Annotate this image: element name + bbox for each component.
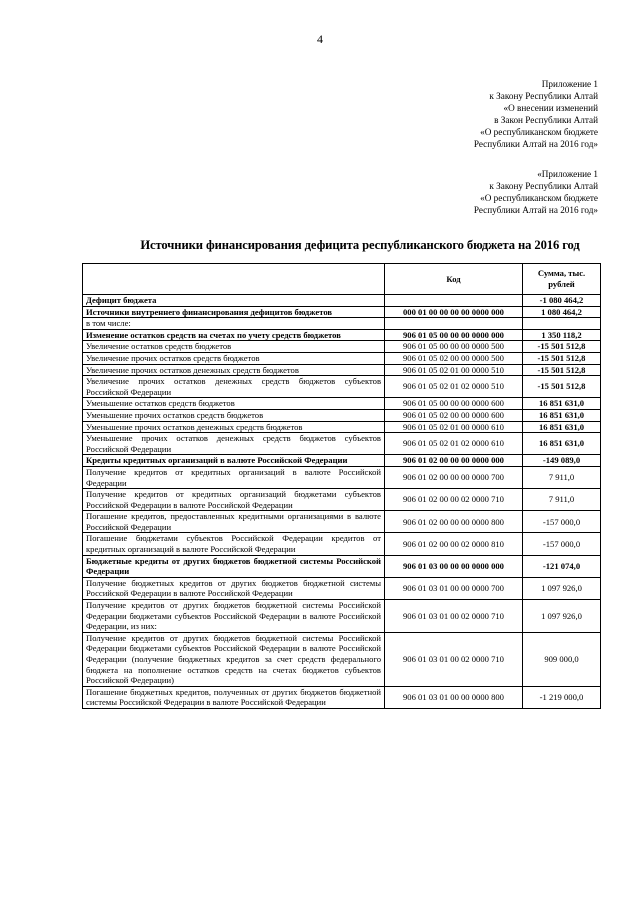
row-code-cell: 906 01 02 00 00 02 0000 710: [385, 489, 523, 511]
row-amount-cell: 1 350 118,2: [523, 329, 601, 341]
row-code-cell: 906 01 02 00 00 00 0000 700: [385, 466, 523, 488]
appendix-line: в Закон Республики Алтай: [494, 115, 598, 125]
row-code-cell: 906 01 02 00 00 02 0000 810: [385, 533, 523, 555]
row-name-cell: Уменьшение прочих остатков денежных средств бюджетов субъектов Российской Федерации: [83, 433, 385, 455]
table-row: [83, 306, 601, 318]
appendix-line: «О внесении изменений: [503, 103, 598, 113]
appendix-reference-original: [474, 168, 598, 216]
row-name-cell: Увеличение прочих остатков денежных средств бюджетов субъектов Российской Федерации: [83, 376, 385, 398]
table-body: [83, 295, 601, 709]
row-amount-cell: 7 911,0: [523, 489, 601, 511]
row-code-cell: 906 01 05 02 01 00 0000 610: [385, 421, 523, 433]
row-amount-cell: 16 851 631,0: [523, 409, 601, 421]
row-code-cell: 906 01 02 00 00 00 0000 000: [385, 455, 523, 467]
row-code-cell: 906 01 05 00 00 00 0000 600: [385, 398, 523, 410]
row-name-cell: Уменьшение остатков средств бюджетов: [83, 398, 385, 410]
table-row: [83, 686, 601, 708]
table-row: [83, 433, 601, 455]
appendix-line: «О республиканском бюджете: [480, 193, 598, 203]
appendix-line: «О республиканском бюджете: [480, 127, 598, 137]
table-row: [83, 409, 601, 421]
row-name-cell: Бюджетные кредиты от других бюджетов бюджетной системы Российской Федерации: [83, 555, 385, 577]
row-code-cell: 906 01 05 00 00 00 0000 000: [385, 329, 523, 341]
row-name-cell: Увеличение прочих остатков средств бюджетов: [83, 352, 385, 364]
table-row: [83, 455, 601, 467]
row-code-cell: 906 01 03 01 00 00 0000 700: [385, 577, 523, 599]
row-code-cell: 906 01 05 00 00 00 0000 500: [385, 341, 523, 353]
row-name-cell: Получение кредитов от других бюджетов бюджетной системы Российской Федерации бюджетами субъектов Российской Федерации в валюте Российской Федерации (получение бюджетных кредитов за счет средств федерального бюджета на пополнение остатков средств на счетах бюджетов субъектов Российской Федерации): [83, 632, 385, 686]
financing-sources-table: [82, 263, 601, 709]
table-row: [83, 555, 601, 577]
row-code-cell: [385, 318, 523, 330]
row-name-cell: Кредиты кредитных организаций в валюте Российской Федерации: [83, 455, 385, 467]
row-amount-cell: -15 501 512,8: [523, 364, 601, 376]
table-row: [83, 533, 601, 555]
header-name: [83, 264, 385, 295]
appendix-line: «Приложение 1: [537, 169, 598, 179]
table-row: [83, 466, 601, 488]
row-code-cell: 906 01 05 02 01 00 0000 510: [385, 364, 523, 376]
document-title: Источники финансирования дефицита республиканского бюджета на 2016 год: [140, 238, 580, 252]
table-header-row: [83, 264, 601, 295]
table-row: [83, 577, 601, 599]
row-code-cell: 906 01 05 02 00 00 0000 500: [385, 352, 523, 364]
row-name-cell: Получение бюджетных кредитов от других бюджетов бюджетной системы Российской Федерации в валюте Российской Федерации: [83, 577, 385, 599]
row-name-cell: Изменение остатков средств на счетах по учету средств бюджетов: [83, 329, 385, 341]
row-code-cell: 906 01 03 00 00 00 0000 000: [385, 555, 523, 577]
header-code: Код: [385, 264, 523, 295]
row-name-cell: Источники внутреннего финансирования дефицитов бюджетов: [83, 306, 385, 318]
row-name-cell: Дефицит бюджета: [83, 295, 385, 307]
table-row: [83, 511, 601, 533]
row-amount-cell: [523, 318, 601, 330]
row-amount-cell: -157 000,0: [523, 511, 601, 533]
row-amount-cell: -157 000,0: [523, 533, 601, 555]
row-code-cell: [385, 295, 523, 307]
row-amount-cell: 16 851 631,0: [523, 398, 601, 410]
table-row: [83, 632, 601, 686]
row-amount-cell: -15 501 512,8: [523, 341, 601, 353]
row-amount-cell: 1 097 926,0: [523, 577, 601, 599]
appendix-line: Республики Алтай на 2016 год»: [473, 139, 598, 149]
row-code-cell: 906 01 03 01 00 00 0000 800: [385, 686, 523, 708]
appendix-line: Республики Алтай на 2016 год»: [473, 205, 598, 215]
row-amount-cell: -15 501 512,8: [523, 352, 601, 364]
row-name-cell: Уменьшение прочих остатков средств бюджетов: [83, 409, 385, 421]
table-row: [83, 329, 601, 341]
row-amount-cell: 7 911,0: [523, 466, 601, 488]
row-code-cell: 906 01 03 01 00 02 0000 710: [385, 600, 523, 633]
table-row: [83, 421, 601, 433]
table-row: [83, 398, 601, 410]
appendix-line: к Закону Республики Алтай: [489, 181, 598, 191]
row-amount-cell: -149 089,0: [523, 455, 601, 467]
table-row: [83, 318, 601, 330]
row-amount-cell: 1 080 464,2: [523, 306, 601, 318]
row-amount-cell: 16 851 631,0: [523, 433, 601, 455]
row-name-cell: Погашение бюджетами субъектов Российской Федерации кредитов от кредитных организаций в валюте Российской Федерации: [83, 533, 385, 555]
row-amount-cell: 1 097 926,0: [523, 600, 601, 633]
row-name-cell: Получение кредитов от других бюджетов бюджетной системы Российской Федерации бюджетами субъектов Российской Федерации в валюте Российской Федерации, из них:: [83, 600, 385, 633]
table-row: [83, 376, 601, 398]
row-name-cell: Увеличение остатков средств бюджетов: [83, 341, 385, 353]
appendix-line: Приложение 1: [541, 79, 598, 89]
table-row: [83, 489, 601, 511]
row-amount-cell: 16 851 631,0: [523, 421, 601, 433]
row-amount-cell: 909 000,0: [523, 632, 601, 686]
table-row: [83, 364, 601, 376]
row-name-cell: Увеличение прочих остатков денежных средств бюджетов: [83, 364, 385, 376]
table-row: [83, 295, 601, 307]
appendix-line: к Закону Республики Алтай: [489, 91, 598, 101]
row-code-cell: 906 01 02 00 00 00 0000 800: [385, 511, 523, 533]
row-code-cell: 906 01 05 02 01 02 0000 510: [385, 376, 523, 398]
page-number: 4: [317, 32, 323, 46]
table-row: [83, 341, 601, 353]
row-amount-cell: -121 074,0: [523, 555, 601, 577]
row-name-cell: Получение кредитов от кредитных организаций в валюте Российской Федерации: [83, 466, 385, 488]
row-code-cell: 906 01 03 01 00 02 0000 710: [385, 632, 523, 686]
row-name-cell: Погашение бюджетных кредитов, полученных от других бюджетов бюджетной системы Российской Федерации в валюте Российской Федерации: [83, 686, 385, 708]
row-code-cell: 906 01 05 02 01 02 0000 610: [385, 433, 523, 455]
row-amount-cell: -15 501 512,8: [523, 376, 601, 398]
appendix-reference-amendment: [474, 78, 598, 150]
row-amount-cell: -1 219 000,0: [523, 686, 601, 708]
row-code-cell: 000 01 00 00 00 00 0000 000: [385, 306, 523, 318]
row-name-cell: Погашение кредитов, предоставленных кредитными организациями в валюте Российской Федерации: [83, 511, 385, 533]
row-name-cell: Уменьшение прочих остатков денежных средств бюджетов: [83, 421, 385, 433]
header-amount: Сумма, тыс. рублей: [523, 264, 601, 295]
row-code-cell: 906 01 05 02 00 00 0000 600: [385, 409, 523, 421]
table-row: [83, 600, 601, 633]
row-name-cell: Получение кредитов от кредитных организаций бюджетами субъектов Российской Федерации в валюте Российской Федерации: [83, 489, 385, 511]
row-amount-cell: -1 080 464,2: [523, 295, 601, 307]
table-row: [83, 352, 601, 364]
row-name-cell: в том числе:: [83, 318, 385, 330]
